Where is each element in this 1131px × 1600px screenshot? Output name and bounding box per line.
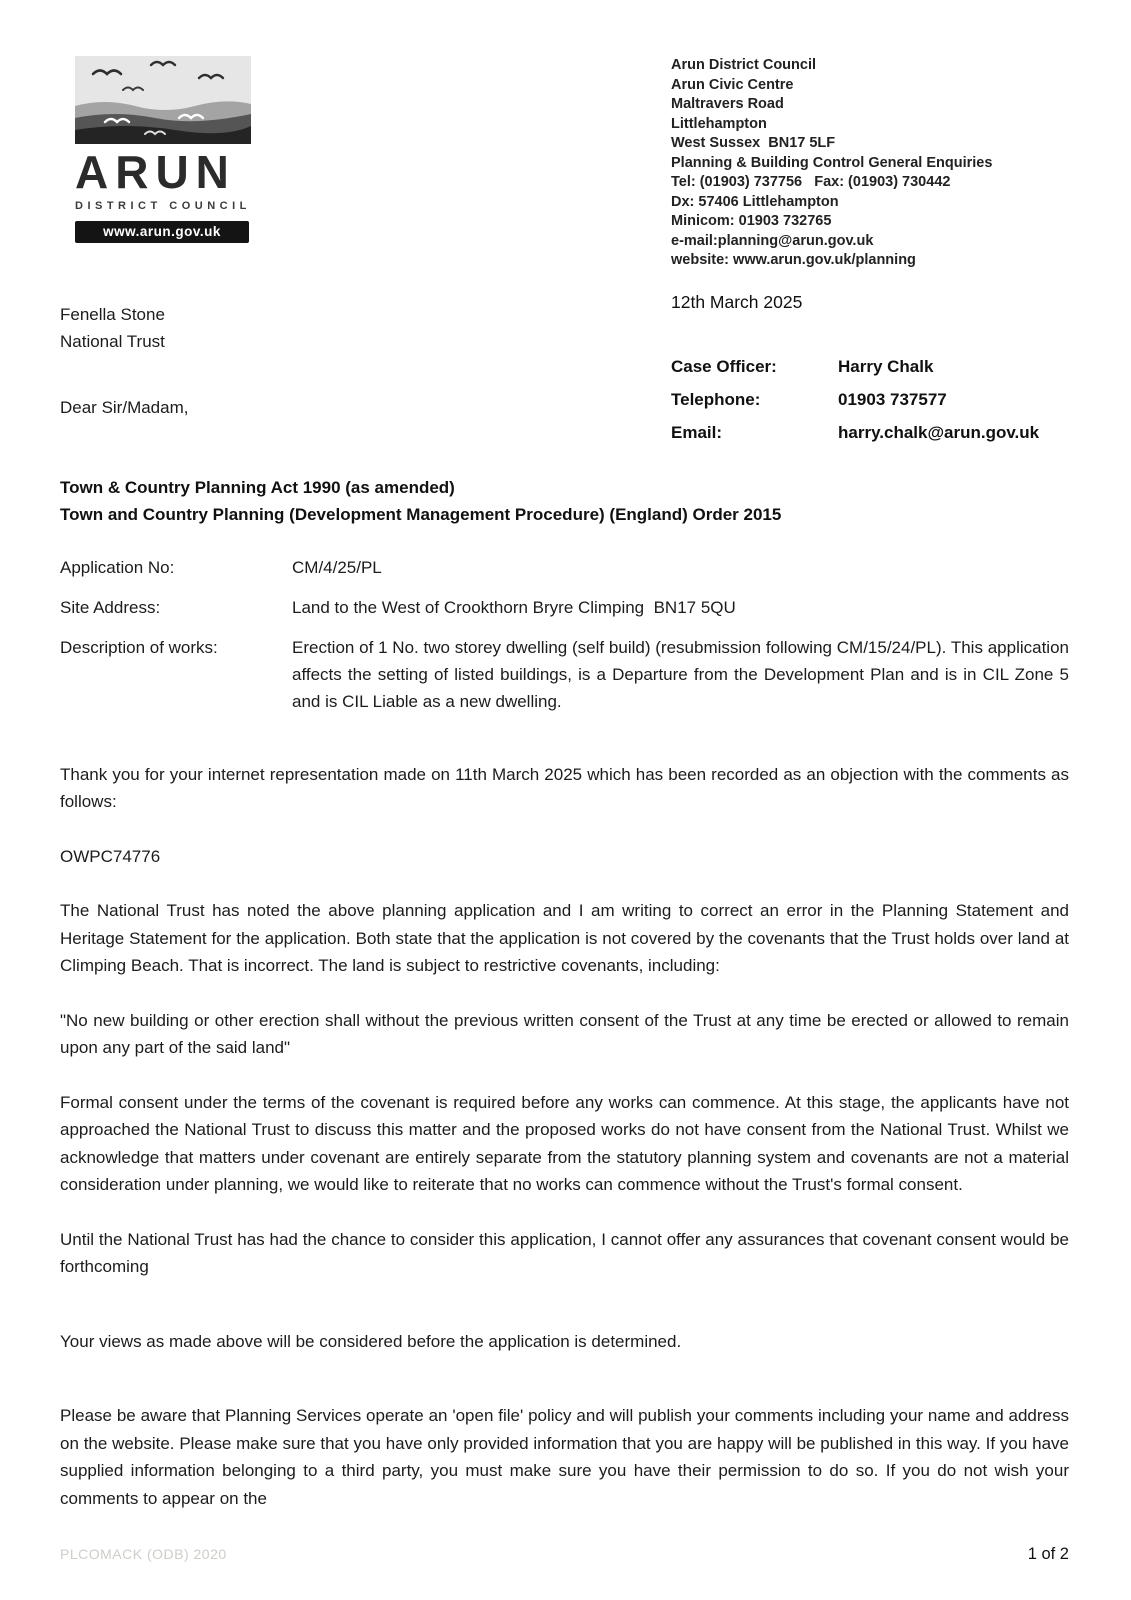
body-paragraph: Formal consent under the terms of the covenant is required before any works can commence. At this stage, the applicants have not approached the National Trust to discuss this matter and the proposed works do not have consent from the National Trust. Whilst we acknowledge that matters under covenant are entirely separate from the statutory planning system and covenants are not a material consideration under planning, we would like to reiterate that no works can commence without the Trust's formal consent. (60, 1092, 1069, 1194)
arun-logo (75, 56, 267, 243)
body-paragraph: Until the National Trust has had the chance to consider this application, I cannot offer any assurances that covenant consent would be forthcoming (60, 1229, 1069, 1276)
application-no-label: Application No: (60, 557, 175, 577)
description-of-works-label: Description of works: (60, 637, 218, 657)
body-paragraph-reference: OWPC74776 (60, 846, 161, 866)
footer-reference: PLCOMACK (ODB) 2020 (60, 1546, 227, 1562)
site-address-label: Site Address: (60, 597, 161, 617)
description-of-works-value: Erection of 1 No. two storey dwelling (self build) (resubmission following CM/15/24/PL). This application affects the setting of listed buildings, is a Departure from the Development Plan and is in CIL Zone 5 and is CIL Liable as a new dwelling. (292, 637, 1074, 711)
case-email-label: Email: (671, 422, 723, 442)
application-details (60, 554, 1074, 715)
act-heading-primary: Town & Country Planning Act 1990 (as amended) (60, 477, 455, 497)
page-number: 1 of 2 (1027, 1545, 1069, 1563)
date-case-block (671, 292, 1069, 449)
letter-footer (60, 1545, 1069, 1564)
application-no-value: CM/4/25/PL (292, 557, 382, 577)
letter-date: 12th March 2025 (671, 291, 803, 312)
case-telephone-label: Telephone: (671, 389, 761, 409)
case-officer-row (671, 350, 1069, 383)
council-address-line: Planning & Building Control General Enquiries (671, 154, 993, 171)
arun-logo-subtitle: DISTRICT COUNCIL (75, 200, 251, 213)
body-paragraph: The National Trust has noted the above planning application and I am writing to correct an error in the Planning Statement and Heritage Statement for the application. Both state that the application is not covered by the covenants that the Trust holds over land at Climping Beach. That is incorrect. The land is subject to restrictive covenants, including: (60, 901, 1069, 975)
council-address-line: website: www.arun.gov.uk/planning (671, 252, 916, 268)
body-paragraph: Thank you for your internet representation made on 11th March 2025 which has been recorded as an objection with the comments as follows: (60, 764, 1069, 811)
case-officer-value: Harry Chalk (838, 356, 934, 376)
case-email-value: harry.chalk@arun.gov.uk (838, 422, 1040, 442)
case-telephone-value: 01903 737577 (838, 389, 947, 409)
body-paragraph: Please be aware that Planning Services operate an 'open file' policy and will publish your comments including your name and address on the website. Please make sure that you have only provided information that you are happy will be published in this way. If you have supplied information belonging to a third party, you must make sure you have their permission to do so. If you do not wish your comments to appear on the (60, 1406, 1069, 1508)
council-address (671, 56, 1069, 271)
case-officer-table (671, 350, 1069, 449)
case-email-row (671, 416, 1069, 449)
council-address-line: Minicom: 01903 732765 (671, 213, 832, 229)
letter-header (60, 56, 1069, 271)
body-paragraph-quote: "No new building or other erection shall without the previous written consent of the Trust at any time be erected or allowed to remain upon any part of the said land" (60, 1010, 1069, 1057)
letter-body (60, 761, 1069, 1513)
council-address-line: e-mail:planning@arun.gov.uk (671, 232, 874, 249)
recipient-name: Fenella Stone (60, 304, 165, 324)
council-address-line: West Sussex BN17 5LF (671, 135, 836, 151)
birds-image (75, 56, 251, 144)
council-address-line: Dx: 57406 Littlehampton (671, 193, 839, 210)
salutation: Dear Sir/Madam, (60, 397, 189, 417)
intro-section (60, 292, 1069, 449)
council-address-line: Tel: (01903) 737756 Fax: (01903) 730442 (671, 174, 951, 190)
council-address-line: Littlehampton (671, 115, 767, 132)
council-address-line: Arun District Council (671, 57, 817, 73)
recipient-organisation: National Trust (60, 331, 165, 351)
arun-website-bar: www.arun.gov.uk (75, 221, 249, 243)
arun-logo-text: ARUN (75, 146, 236, 198)
act-heading-secondary: Town and Country Planning (Development Management Procedure) (England) Order 2015 (60, 504, 782, 524)
recipient-block (60, 292, 671, 449)
council-address-line: Arun Civic Centre (671, 76, 794, 93)
case-officer-label: Case Officer: (671, 356, 777, 376)
body-paragraph: Your views as made above will be considered before the application is determined. (60, 1331, 682, 1351)
legal-headings (60, 474, 1069, 528)
site-address-value: Land to the West of Crookthorn Bryre Climping BN17 5QU (292, 597, 736, 617)
council-address-line: Maltravers Road (671, 96, 784, 112)
case-telephone-row (671, 383, 1069, 416)
